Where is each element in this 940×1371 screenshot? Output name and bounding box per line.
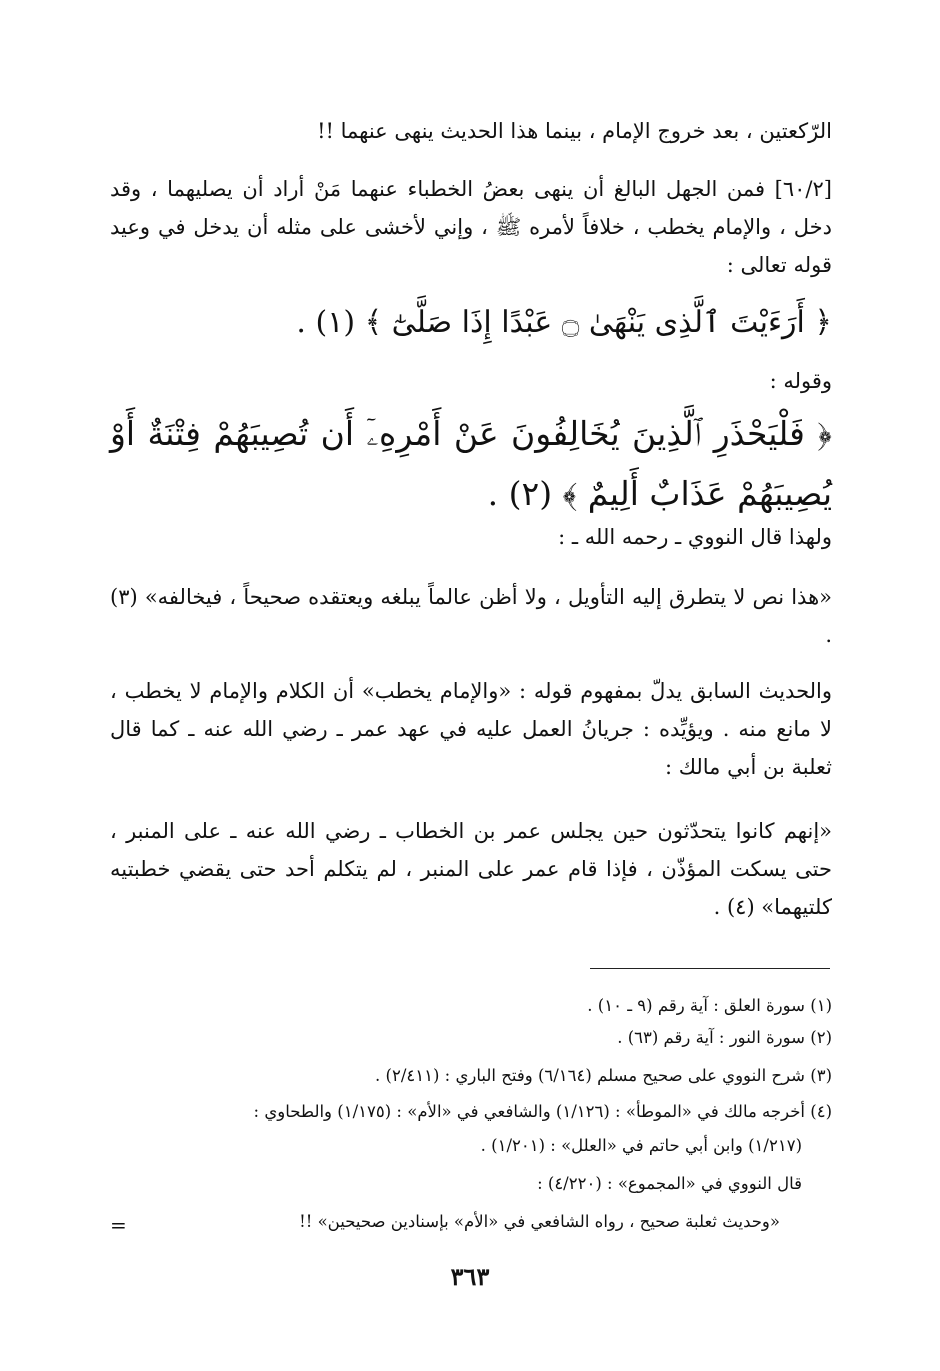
footnote-separator xyxy=(590,968,830,969)
paragraph-60-2: [٦٠/٢] فمن الجهل البالغ أن ينهى بعضُ الخطباء عنهما مَنْ أراد أن يصليهما ، وقد دخل ، والإمام يخطب ، خلافاً لأمره ﷺ ، وإني لأخشى على مثله أن يدخل في وعيد قوله تعالى : xyxy=(110,177,832,277)
footnote-4-nawawi: قال النووي في «المجموع» : (٤/٢٢٠) : xyxy=(537,1174,802,1193)
paragraph-hadith: والحديث السابق يدلّ بمفهوم قوله : «والإمام يخطب» أن الكلام والإمام لا يخطب ، لا مانع منه . ويؤيِّده : جريانُ العمل عليه في عهد عمر ـ رضي الله عنه ـ كما قال ثعلبة بن أبي مالك : xyxy=(110,679,832,779)
continuation-mark: = xyxy=(110,1213,127,1237)
quote-thalaba: «إنهم كانوا يتحدّثون حين يجلس عمر بن الخطاب ـ رضي الله عنه ـ على المنبر ، حتى يسكت المؤذّن ، فإذا قام عمر على المنبر ، لم يتكلم أحد حتى يقضي خطبتيه كلتيهما» (٤) . xyxy=(110,819,833,919)
quran-verse-alaq: ﴿ أَرَءَيْتَ ٱلَّذِى يَنْهَىٰ ۝ عَبْدًا إِذَا صَلَّىٰٓ ﴾ (١) . xyxy=(296,305,832,340)
text-line-1: الرّكعتين ، بعد خروج الإمام ، بينما هذا الحديث ينهى عنهما !! xyxy=(317,119,832,143)
text-line-waqawluhu: وقوله : xyxy=(769,369,832,393)
page-number: ٣٦٣ xyxy=(450,1262,490,1291)
footnote-2: (٢) سورة النور : آية رقم (٦٣) . xyxy=(617,1028,832,1047)
footnote-4-continued: (١/٢١٧) وابن أبي حاتم في «العلل» : (١/٢٠١) . xyxy=(480,1136,802,1155)
footnote-1: (١) سورة العلق : آية رقم (٩ ـ ١٠) . xyxy=(587,996,832,1015)
footnote-3: (٣) شرح النووي على صحيح مسلم (٦/١٦٤) وفتح الباري : (٢/٤١١) . xyxy=(375,1066,832,1085)
footnote-4: (٤) أخرجه مالك في «الموطأ» : (١/١٢٦) والشافعي في «الأم» : (١/١٧٥) والطحاوي : xyxy=(253,1102,832,1121)
footnote-4-quote: «وحديث ثعلبة صحيح ، رواه الشافعي في «الأم» بإسنادين صحيحين» !! xyxy=(299,1212,780,1231)
text-line-nawawi: ولهذا قال النووي ـ رحمه الله ـ : xyxy=(558,525,832,549)
quran-verse-nur: ﴿ فَلْيَحْذَرِ ٱلَّذِينَ يُخَالِفُونَ عَنْ أَمْرِهِۦٓ أَن تُصِيبَهُمْ فِتْنَةٌ أَوْ يُصِيبَهُمْ عَذَابٌ أَلِيمٌ ﴾ (٢) . xyxy=(110,414,832,513)
quote-nawawi: «هذا نص لا يتطرق إليه التأويل ، ولا أظن عالماً يبلغه ويعتقده صحيحاً ، فيخالفه» (٣) . xyxy=(110,585,832,647)
